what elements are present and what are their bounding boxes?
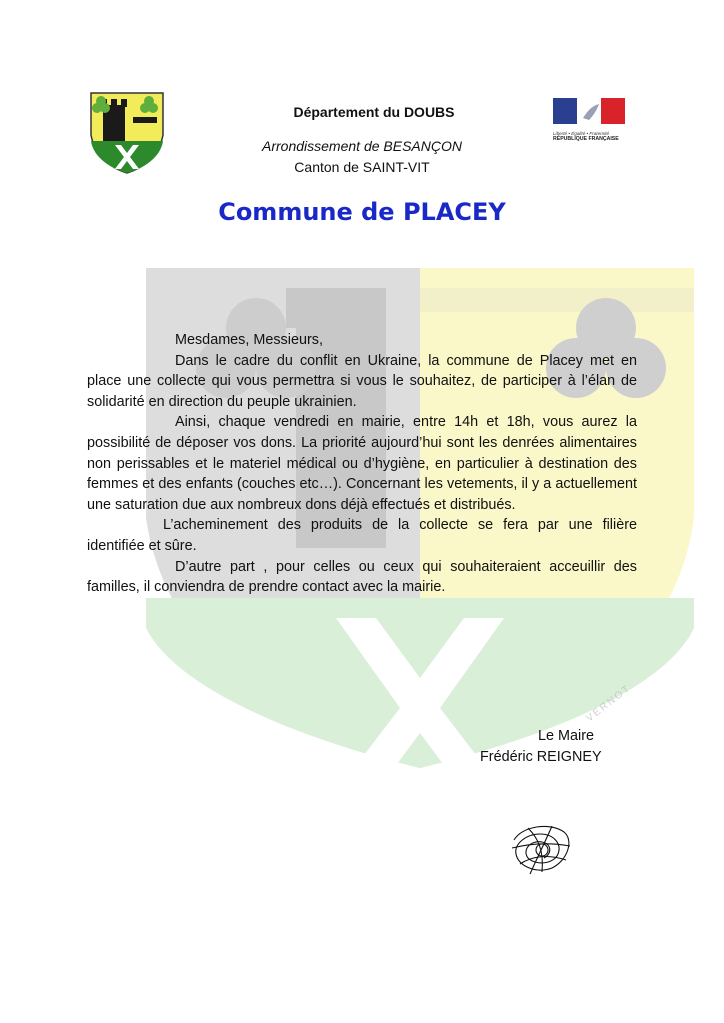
letter-paragraph: D’autre part , pour celles ou ceux qui souhaiteraient acceuillir des familles, il conviendra de prendre contact avec la mairie. [87, 558, 637, 596]
signature-name: Frédéric REIGNEY [480, 749, 602, 765]
republique-name: RÉPUBLIQUE FRANÇAISE [553, 136, 619, 142]
commune-title: Commune de PLACEY [218, 198, 506, 226]
watermark-signature-text: VERNOT [584, 682, 634, 725]
letter-body [87, 330, 637, 598]
handwritten-signature [508, 820, 574, 876]
canton-line: Canton de SAINT-VIT [294, 159, 430, 175]
signature-title: Le Maire [538, 728, 594, 744]
letter-greeting: Mesdames, Messieurs, [175, 332, 323, 348]
arrondissement-line: Arrondissement de BESANÇON [262, 138, 462, 154]
letter-paragraph: Dans le cadre du conflit en Ukraine, la commune de Placey met en place une collecte qui vous permettra si vous le souhaitez, de participer à l’élan de solidarité en direction du peuple ukrainien. [87, 352, 637, 410]
republique-motto: Liberté • Égalité • Fraternité [553, 131, 610, 136]
departement-title: Département du DOUBS [293, 104, 455, 120]
letter-paragraph: Ainsi, chaque vendredi en mairie, entre 14h et 18h, vous aurez la possibilité de déposer vos dons. La priorité aujourd’hui sont les denrées alimentaires non perissables et le materiel médical ou d’hygiène, en particulier à destination des femmes et des enfants (couches etc…). Concernant les vetements, il y a actuellement une saturation due aux nombreux dons déjà effectués et distribués. [87, 414, 637, 513]
letter-paragraph: L’acheminement des produits de la collecte se fera par une filière identifiée et sûre. [87, 517, 637, 554]
